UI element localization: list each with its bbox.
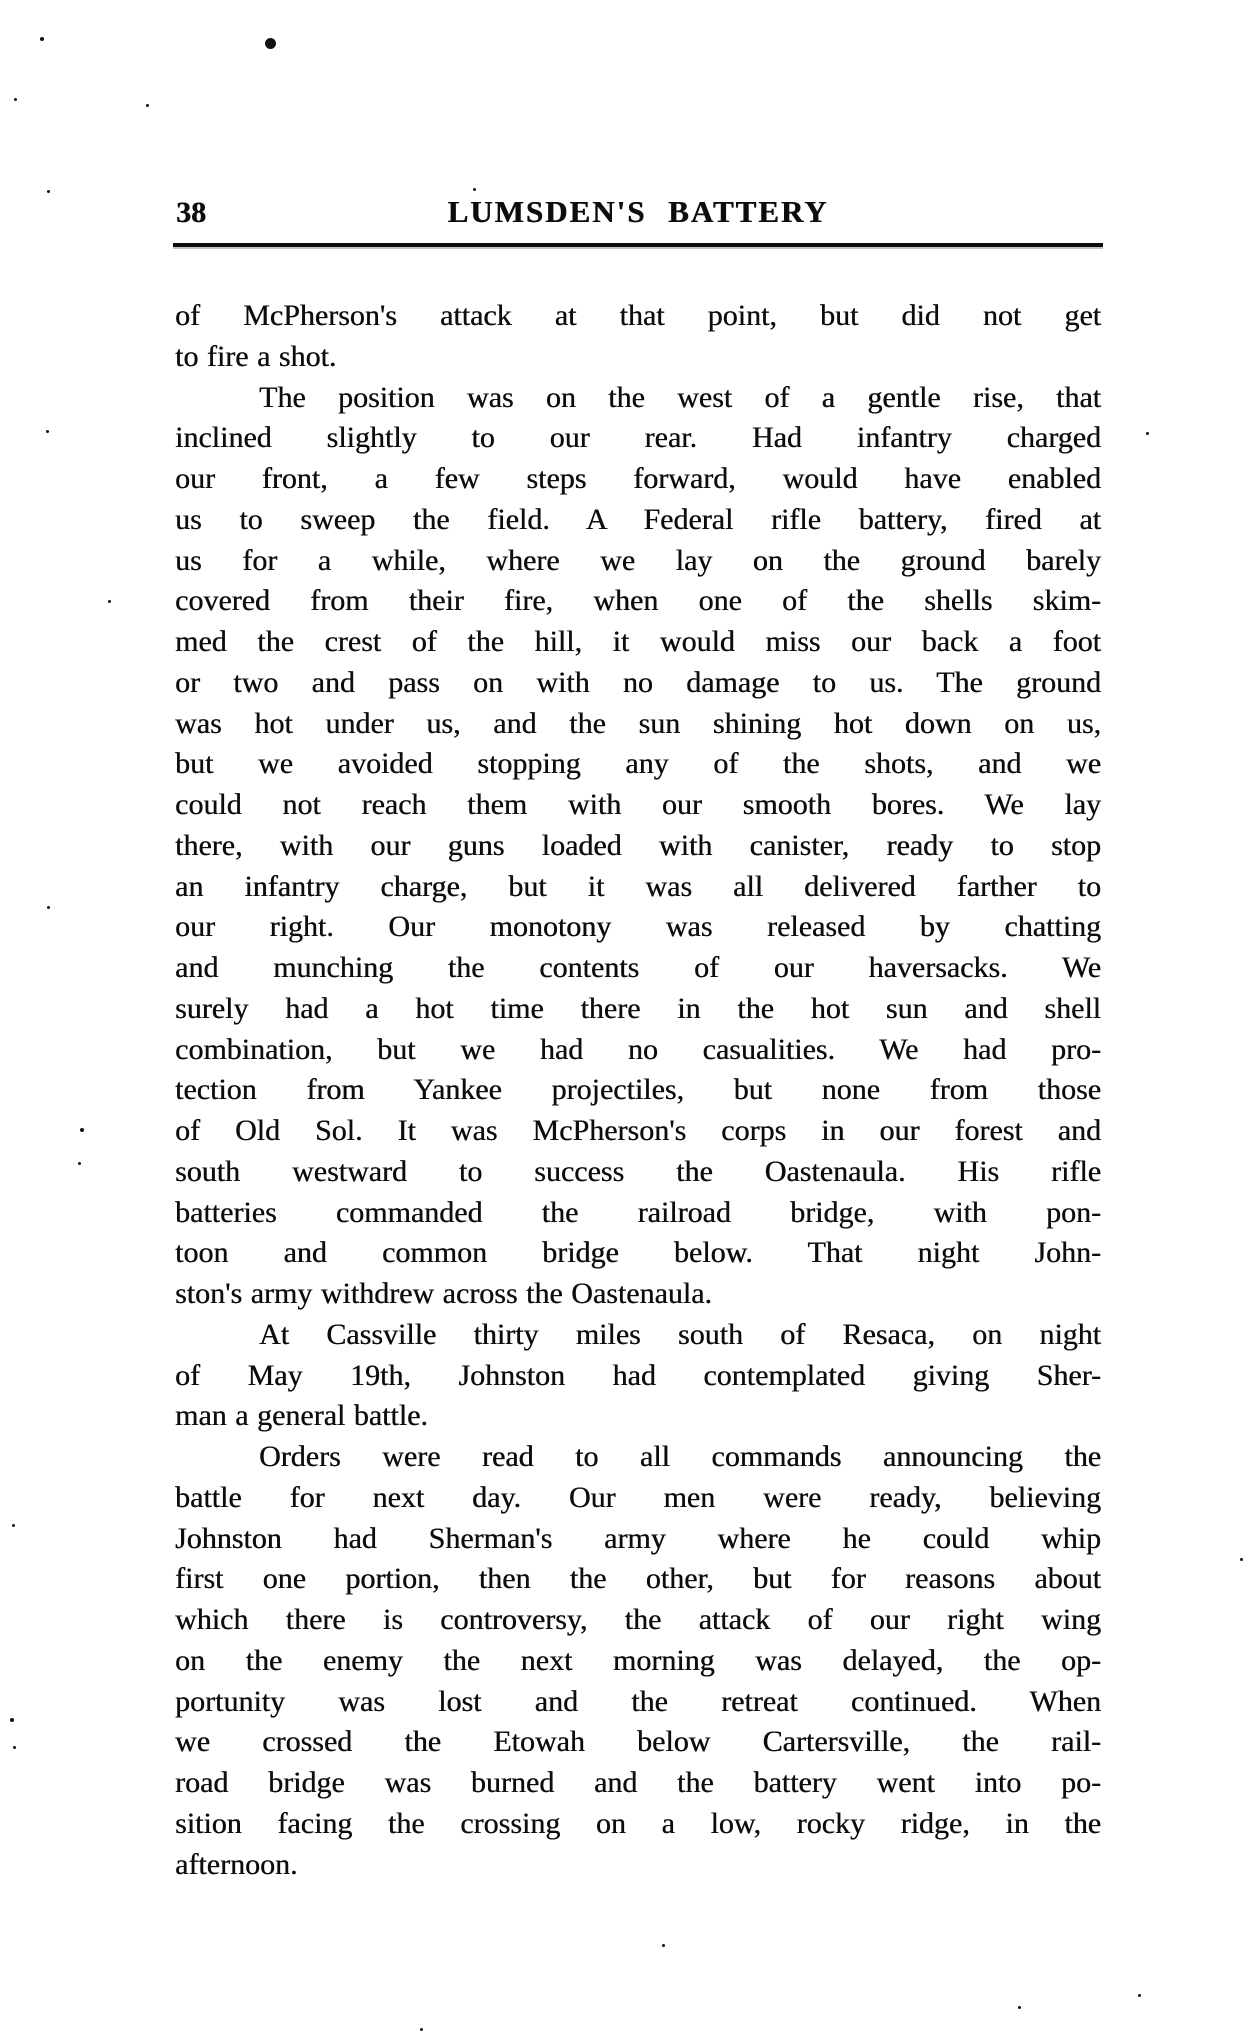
text-line: of Old Sol. It was McPherson's corps in our forest and xyxy=(175,1114,1101,1147)
ink-speck xyxy=(40,37,44,41)
header-rule xyxy=(173,243,1103,247)
text-line: sition facing the crossing on a low, rocky ridge, in the xyxy=(175,1806,1101,1840)
text-line: At Cassville thirty miles south of Resaca, on night xyxy=(259,1317,1101,1351)
ink-speck xyxy=(265,38,276,49)
ink-speck xyxy=(47,190,50,193)
ink-speck xyxy=(1146,432,1149,435)
ink-speck xyxy=(78,1162,81,1165)
text-line: of May 19th, Johnston had contemplated giving Sher- xyxy=(175,1358,1101,1392)
ink-speck xyxy=(13,1746,16,1749)
text-line: to fire a shot. xyxy=(175,339,337,373)
text-line: first one portion, then the other, but for reasons about xyxy=(175,1562,1101,1596)
text-line: our front, a few steps forward, would have enabled xyxy=(175,462,1101,495)
text-line: an infantry charge, but it was all delivered farther to xyxy=(175,869,1101,903)
ink-speck xyxy=(1240,1558,1243,1561)
text-line: our right. Our monotony was released by chatting xyxy=(175,910,1101,944)
paragraph xyxy=(175,378,1101,1315)
ink-speck xyxy=(46,430,49,433)
page-number: 38 xyxy=(176,196,206,229)
text-line: Johnston had Sherman's army where he could whip xyxy=(175,1521,1101,1555)
ink-speck xyxy=(47,906,50,909)
text-line: The position was on the west of a gentle rise, that xyxy=(259,380,1101,414)
text-line: tection from Yankee projectiles, but none from those xyxy=(175,1073,1101,1107)
text-line: man a general battle. xyxy=(175,1399,428,1433)
text-line: or two and pass on with no damage to us. The ground xyxy=(175,665,1101,699)
page-body xyxy=(175,296,1101,1885)
ink-speck xyxy=(1018,2006,1021,2009)
text-line: could not reach them with our smooth bores. We lay xyxy=(175,788,1101,821)
text-line: battle for next day. Our men were ready, believing xyxy=(175,1480,1101,1514)
text-line: we crossed the Etowah below Cartersville, the rail- xyxy=(175,1725,1101,1759)
ink-speck xyxy=(14,98,17,101)
ink-speck xyxy=(108,600,111,603)
ink-speck xyxy=(146,104,149,107)
ink-speck xyxy=(662,1944,665,1947)
ink-speck xyxy=(12,1524,15,1527)
text-line: but we avoided stopping any of the shots, and we xyxy=(175,747,1101,781)
text-line: there, with our guns loaded with canister, ready to stop xyxy=(175,828,1101,862)
text-line: inclined slightly to our rear. Had infantry charged xyxy=(175,421,1101,455)
paragraph xyxy=(175,1315,1101,1437)
ink-speck xyxy=(10,1718,14,1722)
ink-speck xyxy=(80,1128,84,1132)
text-line: Orders were read to all commands announcing the xyxy=(259,1440,1101,1473)
text-line: batteries commanded the railroad bridge, with pon- xyxy=(175,1195,1101,1229)
text-line: road bridge was burned and the battery went into po- xyxy=(175,1766,1101,1799)
text-line: surely had a hot time there in the hot sun and shell xyxy=(175,991,1101,1025)
text-line: us for a while, where we lay on the ground barely xyxy=(175,543,1101,577)
text-line: us to sweep the field. A Federal rifle battery, fired at xyxy=(175,502,1101,536)
text-line: was hot under us, and the sun shining hot down on us, xyxy=(175,706,1101,740)
text-line: and munching the contents of our haversacks. We xyxy=(175,951,1101,984)
text-line: ston's army withdrew across the Oastenaula. xyxy=(175,1277,712,1310)
text-line: of McPherson's attack at that point, but did not get xyxy=(175,299,1101,332)
paragraph xyxy=(175,296,1101,378)
ink-speck xyxy=(420,2028,423,2031)
text-line: med the crest of the hill, it would miss our back a foot xyxy=(175,625,1101,658)
text-line: portunity was lost and the retreat continued. When xyxy=(175,1684,1101,1718)
ink-speck xyxy=(473,188,476,191)
text-line: afternoon. xyxy=(175,1847,298,1881)
ink-speck xyxy=(1138,1994,1141,1997)
text-line: covered from their fire, when one of the shells skim- xyxy=(175,584,1101,618)
paragraph xyxy=(175,1437,1101,1885)
text-line: which there is controversy, the attack of our right wing xyxy=(175,1603,1101,1636)
running-header-title: LUMSDEN'S BATTERY xyxy=(447,194,829,229)
text-line: south westward to success the Oastenaula. His rifle xyxy=(175,1154,1101,1188)
text-line: combination, but we had no casualities. We had pro- xyxy=(175,1032,1101,1066)
text-line: toon and common bridge below. That night John- xyxy=(175,1236,1101,1270)
text-line: on the enemy the next morning was delayed, the op- xyxy=(175,1643,1101,1677)
